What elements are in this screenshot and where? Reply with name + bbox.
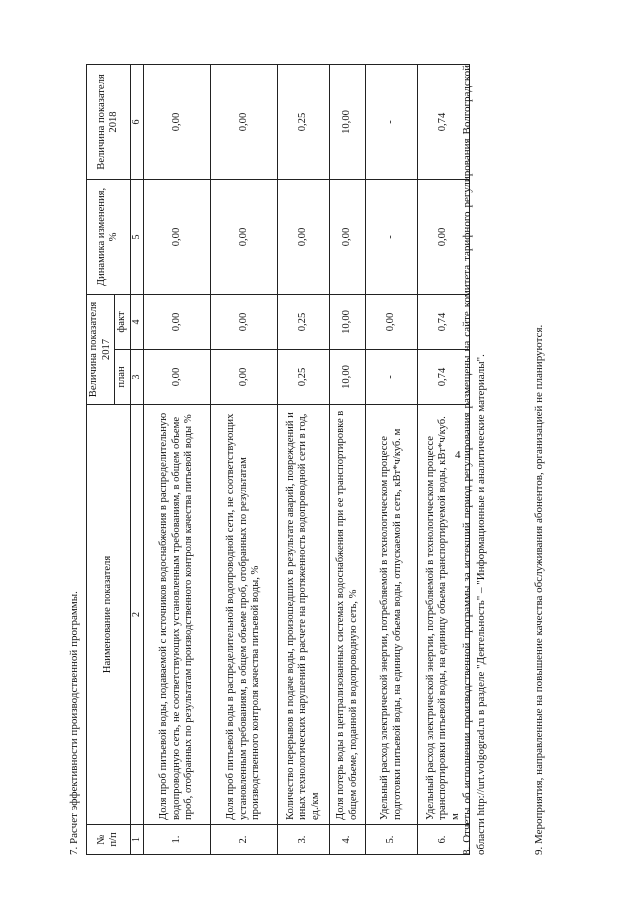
- header-name: Наименование показателя: [87, 405, 131, 825]
- col-number-1: 1: [130, 825, 144, 855]
- row-dynamics: 0,00: [144, 180, 211, 295]
- row-value-2018: 0,00: [211, 65, 278, 180]
- row-dynamics: 0,00: [330, 180, 366, 295]
- row-plan: 10,00: [330, 350, 366, 405]
- row-fact: 0,25: [278, 295, 330, 350]
- row-name: Доля проб питьевой воды в распределительной водопроводной сети, не соответствующих установленным требованиям, в общем объеме проб, отобранных по результатам производственного контроля качества питьевой воды, %: [211, 405, 278, 825]
- row-num: 4.: [330, 825, 366, 855]
- row-fact: 0,74: [418, 295, 470, 350]
- table-row: [211, 65, 278, 855]
- row-name: Удельный расход электрической энергии, потребляемой в технологическом процессе подготовки питьевой воды, на единицу объема воды, отпускаемой в сеть, кВт*ч/куб. м: [366, 405, 418, 825]
- header-dynamics: Динамика изменения, %: [87, 180, 131, 295]
- row-name: Доля потерь воды в централизованных системах водоснабжения при ее транспортировке в общем объеме, поданной в водопроводную сеть, %: [330, 405, 366, 825]
- header-fact: факт: [115, 295, 131, 350]
- table-row: [330, 65, 366, 855]
- col-number-6: 6: [130, 65, 144, 180]
- section-7-heading: 7. Расчет эффективности производственной программы.: [68, 591, 80, 855]
- row-fact: 10,00: [330, 295, 366, 350]
- row-fact: 0,00: [144, 295, 211, 350]
- row-num: 2.: [211, 825, 278, 855]
- row-dynamics: 0,00: [278, 180, 330, 295]
- col-number-2: 2: [130, 405, 144, 825]
- table-row: [278, 65, 330, 855]
- row-name: Удельный расход электрической энергии, потребляемой в технологическом процессе транспортировки питьевой воды, на единицу объема транспортируемой воды, кВт*ч/куб. м: [418, 405, 470, 825]
- col-number-4: 4: [130, 295, 144, 350]
- row-plan: 0,25: [278, 350, 330, 405]
- row-fact: 0,00: [211, 295, 278, 350]
- row-value-2018: 0,25: [278, 65, 330, 180]
- row-num: 5.: [366, 825, 418, 855]
- table-row: [144, 65, 211, 855]
- row-name: Количество перерывов в подаче воды, произошедших в результате аварий, повреждений и иных технологических нарушений в расчете на протяженность водопроводной сети в год, ед./км: [278, 405, 330, 825]
- header-num: № п/п: [87, 825, 131, 855]
- row-value-2018: 0,00: [144, 65, 211, 180]
- row-num: 3.: [278, 825, 330, 855]
- header-value-2018: Величина показателя 2018: [87, 65, 131, 180]
- rotated-page-content: [0, 20, 640, 880]
- page-number: 4: [455, 449, 461, 461]
- row-value-2018: 10,00: [330, 65, 366, 180]
- col-number-3: 3: [130, 350, 144, 405]
- row-value-2018: -: [366, 65, 418, 180]
- row-fact: 0,00: [366, 295, 418, 350]
- row-name: Доля проб питьевой воды, подаваемой с источников водоснабжения в распределительную водопроводную сеть, не соответствующих установленным требованиям, в общем объеме проб, отобранных по результатам производственного контроля качества питьевой воды %: [144, 405, 211, 825]
- col-number-5: 5: [130, 180, 144, 295]
- header-plan: план: [115, 350, 131, 405]
- header-value-2017: Величина показателя 2017: [87, 295, 115, 405]
- row-num: 6.: [418, 825, 470, 855]
- section-9-paragraph: 9. Мероприятия, направленные на повышение качества обслуживания абонентов, организацией не планируются.: [533, 324, 545, 855]
- row-plan: 0,00: [144, 350, 211, 405]
- row-plan: -: [366, 350, 418, 405]
- row-plan: 0,74: [418, 350, 470, 405]
- row-plan: 0,00: [211, 350, 278, 405]
- row-dynamics: 0,00: [211, 180, 278, 295]
- row-value-2018: 0,74: [418, 65, 470, 180]
- table-row: [366, 65, 418, 855]
- row-num: 1.: [144, 825, 211, 855]
- efficiency-table: [86, 64, 470, 855]
- row-dynamics: -: [366, 180, 418, 295]
- section-8-paragraph: 8. Отчеты об исполнении производственной программы за истекший период регулирования размещены на сайте комитета тарифного регулирования Волгоградской области http://urt.volgograd.ru в разделе "Деятельность" – "Информационные и аналитические материалы".: [461, 65, 487, 855]
- row-dynamics: 0,00: [418, 180, 470, 295]
